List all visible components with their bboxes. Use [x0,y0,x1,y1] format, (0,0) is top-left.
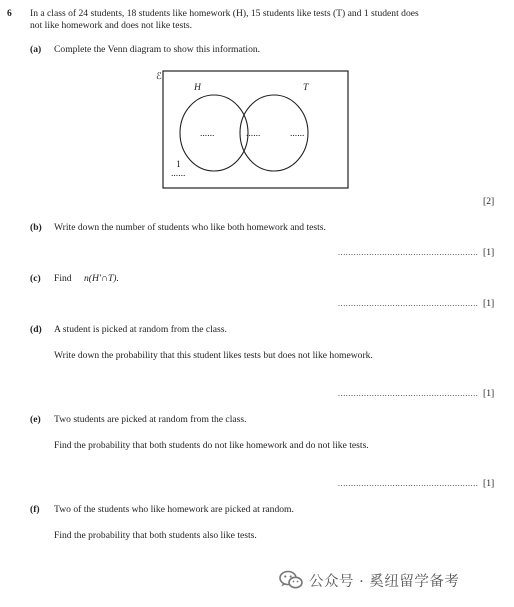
part-d-label: (d) [30,324,42,335]
part-c-answer-line[interactable]: ...................................................... [338,299,479,308]
part-c-text: Find [54,273,72,284]
venn-outside-value: 1 [176,159,181,170]
part-b-text: Write down the number of students who like both homework and tests. [54,222,326,233]
watermark [279,568,459,592]
watermark-text: 公众号 · 奚纽留学备考 [309,573,460,590]
venn-outside-dots: ...... [171,168,186,179]
question-intro-line-2: not like homework and does not like tests. [30,20,193,31]
part-d-line-2: Write down the probability that this student likes tests but does not like homework. [54,350,373,361]
part-f-label: (f) [30,504,40,515]
universal-set-symbol: ℰ [156,71,162,82]
part-a-label: (a) [30,44,42,55]
part-e-marks: [1] [483,478,495,489]
part-d-answer-line[interactable]: ...................................................... [338,389,479,398]
part-e-label: (e) [30,414,41,425]
question-number: 6 [7,8,12,19]
venn-intersection-region: ...... [246,128,261,139]
part-b-answer-line[interactable]: ...................................................... [338,248,479,257]
part-a-marks: [2] [483,196,495,207]
venn-h-only-region: ...... [200,128,215,139]
part-b-label: (b) [30,222,42,233]
set-t-label: T [303,82,309,93]
part-e-answer-line[interactable]: ...................................................... [338,479,479,488]
part-d-line-1: A student is picked at random from the class. [54,324,227,335]
part-b-marks: [1] [483,247,495,258]
set-h-label: H [194,82,201,93]
part-a-text: Complete the Venn diagram to show this information. [54,44,261,55]
venn-diagram [157,70,349,190]
venn-t-only-region: ...... [290,128,305,139]
part-f-line-2: Find the probability that both students also like tests. [54,530,257,541]
question-intro-line-1: In a class of 24 students, 18 students like homework (H), 15 students like tests (T) and 1 student does [30,8,419,19]
part-c-expression: n(H′∩T). [84,273,119,284]
part-c-marks: [1] [483,298,495,309]
part-d-marks: [1] [483,388,495,399]
part-e-line-2: Find the probability that both students do not like homework and do not like tests. [54,440,369,451]
part-f-line-1: Two of the students who like homework are picked at random. [54,504,294,515]
part-e-line-1: Two students are picked at random from the class. [54,414,247,425]
wechat-icon [279,570,303,590]
part-c-label: (c) [30,273,41,284]
